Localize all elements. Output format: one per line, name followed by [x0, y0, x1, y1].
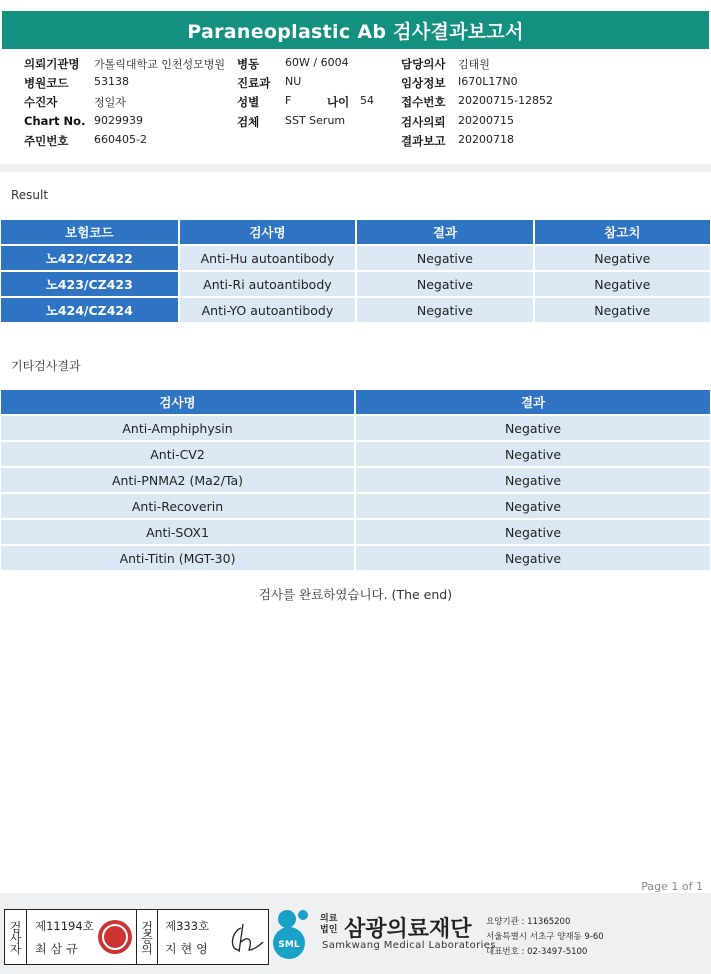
col-result: 결과 — [357, 220, 532, 244]
dept-value: NU — [285, 75, 302, 88]
org-code: 요양기관 : 11365200 — [486, 917, 571, 927]
tester-name: 최삼규 — [35, 942, 82, 956]
hospital-code-label: 병원코드 — [24, 76, 69, 90]
insurance-code: 노424/CZ424 — [1, 298, 178, 322]
reference-value: Negative — [535, 272, 710, 296]
table-row — [1, 416, 710, 440]
signature-box — [4, 909, 269, 965]
test-result: Negative — [357, 272, 532, 296]
ward-label: 병동 — [237, 57, 260, 71]
id-label: 주민번호 — [24, 134, 69, 148]
request-value: 20200715 — [458, 114, 514, 127]
table-row — [1, 272, 710, 296]
institution-label: 의뢰기관명 — [24, 57, 80, 71]
test-result: Negative — [356, 468, 710, 492]
other-header-row — [1, 390, 710, 414]
report-label: 결과보고 — [401, 134, 446, 148]
specimen-label: 검체 — [237, 115, 260, 129]
sex-value: F — [285, 94, 292, 107]
page-number: Page 1 of 1 — [641, 880, 703, 893]
receipt-label: 접수번호 — [401, 95, 446, 109]
logo-text: SML — [278, 940, 300, 950]
tester-license: 제11194호 — [35, 919, 94, 933]
sex-label: 성별 — [237, 95, 260, 109]
table-row — [1, 246, 710, 270]
col-insurance-code: 보험코드 — [1, 220, 178, 244]
specimen-value: SST Serum — [285, 114, 346, 127]
col-test-name: 검사명 — [180, 220, 356, 244]
chart-label: Chart No. — [24, 114, 86, 128]
patient-value: 정일자 — [94, 96, 126, 109]
patient-label: 수진자 — [24, 95, 58, 109]
test-result: Negative — [356, 442, 710, 466]
reference-value: Negative — [535, 298, 710, 322]
other-results-table — [0, 388, 711, 572]
col-test-name: 검사명 — [1, 390, 354, 414]
verifier-name: 지현영 — [165, 942, 212, 956]
insurance-code: 노422/CZ422 — [1, 246, 178, 270]
clinical-value: I670L17N0 — [458, 75, 518, 88]
reference-value: Negative — [535, 246, 710, 270]
institution-value: 가톨릭대학교 인천성모병원 — [94, 58, 226, 71]
test-result: Negative — [356, 416, 710, 440]
test-name: Anti-Recoverin — [1, 494, 354, 518]
report-value: 20200718 — [458, 133, 514, 146]
dept-label: 진료과 — [237, 76, 271, 90]
org-address: 서울특별시 서초구 양재동 9-60 — [486, 932, 604, 942]
other-section-label: 기타검사결과 — [11, 359, 81, 373]
test-name: Anti-CV2 — [1, 442, 354, 466]
test-result: Negative — [356, 546, 710, 570]
verifier-license: 제333호 — [165, 919, 210, 933]
test-result: Negative — [356, 520, 710, 544]
table-row — [1, 442, 710, 466]
test-result: Negative — [357, 298, 532, 322]
table-row — [1, 546, 710, 570]
org-english-name: Samkwang Medical Laboratories — [322, 940, 496, 951]
col-reference: 참고치 — [535, 220, 710, 244]
doctor-label: 담당의사 — [401, 57, 446, 71]
result-table — [0, 218, 711, 324]
result-section-label: Result — [11, 188, 49, 202]
org-prefix: 의료법인 — [320, 914, 338, 935]
table-row — [1, 298, 710, 322]
test-name: Anti-YO autoantibody — [180, 298, 356, 322]
receipt-value: 20200715-12852 — [458, 94, 553, 107]
request-label: 검사의뢰 — [401, 115, 446, 129]
test-name: Anti-PNMA2 (Ma2/Ta) — [1, 468, 354, 492]
official-seal-icon — [98, 920, 132, 954]
ward-value: 60W / 6004 — [285, 56, 349, 69]
divider-band — [0, 164, 711, 172]
test-result: Negative — [357, 246, 532, 270]
test-name: Anti-Ri autoantibody — [180, 272, 356, 296]
table-row — [1, 520, 710, 544]
hospital-code-value: 53138 — [94, 75, 129, 88]
chart-value: 9029939 — [94, 114, 143, 127]
verifier-label: 검증의 — [136, 910, 158, 964]
signature-icon — [227, 920, 265, 956]
clinical-label: 임상정보 — [401, 76, 446, 90]
result-header-row — [1, 220, 710, 244]
tester-label: 검사자 — [5, 910, 27, 964]
test-name: Anti-SOX1 — [1, 520, 354, 544]
org-name: 삼광의료재단 — [344, 917, 472, 942]
test-name: Anti-Titin (MGT-30) — [1, 546, 354, 570]
col-result: 결과 — [356, 390, 710, 414]
age-label: 나이 — [327, 95, 350, 109]
test-result: Negative — [356, 494, 710, 518]
test-name: Anti-Amphiphysin — [1, 416, 354, 440]
age-value: 54 — [360, 94, 374, 107]
table-row — [1, 468, 710, 492]
end-message: 검사를 완료하였습니다. (The end) — [258, 587, 453, 602]
patient-info-block — [0, 52, 711, 164]
org-phone: 대표번호 : 02-3497-5100 — [486, 947, 588, 957]
test-name: Anti-Hu autoantibody — [180, 246, 356, 270]
report-title: Paraneoplastic Ab 검사결과보고서 — [2, 11, 709, 49]
sml-logo-icon — [271, 905, 317, 965]
table-row — [1, 494, 710, 518]
doctor-value: 김태원 — [458, 58, 490, 71]
id-value: 660405-2 — [94, 133, 147, 146]
insurance-code: 노423/CZ423 — [1, 272, 178, 296]
